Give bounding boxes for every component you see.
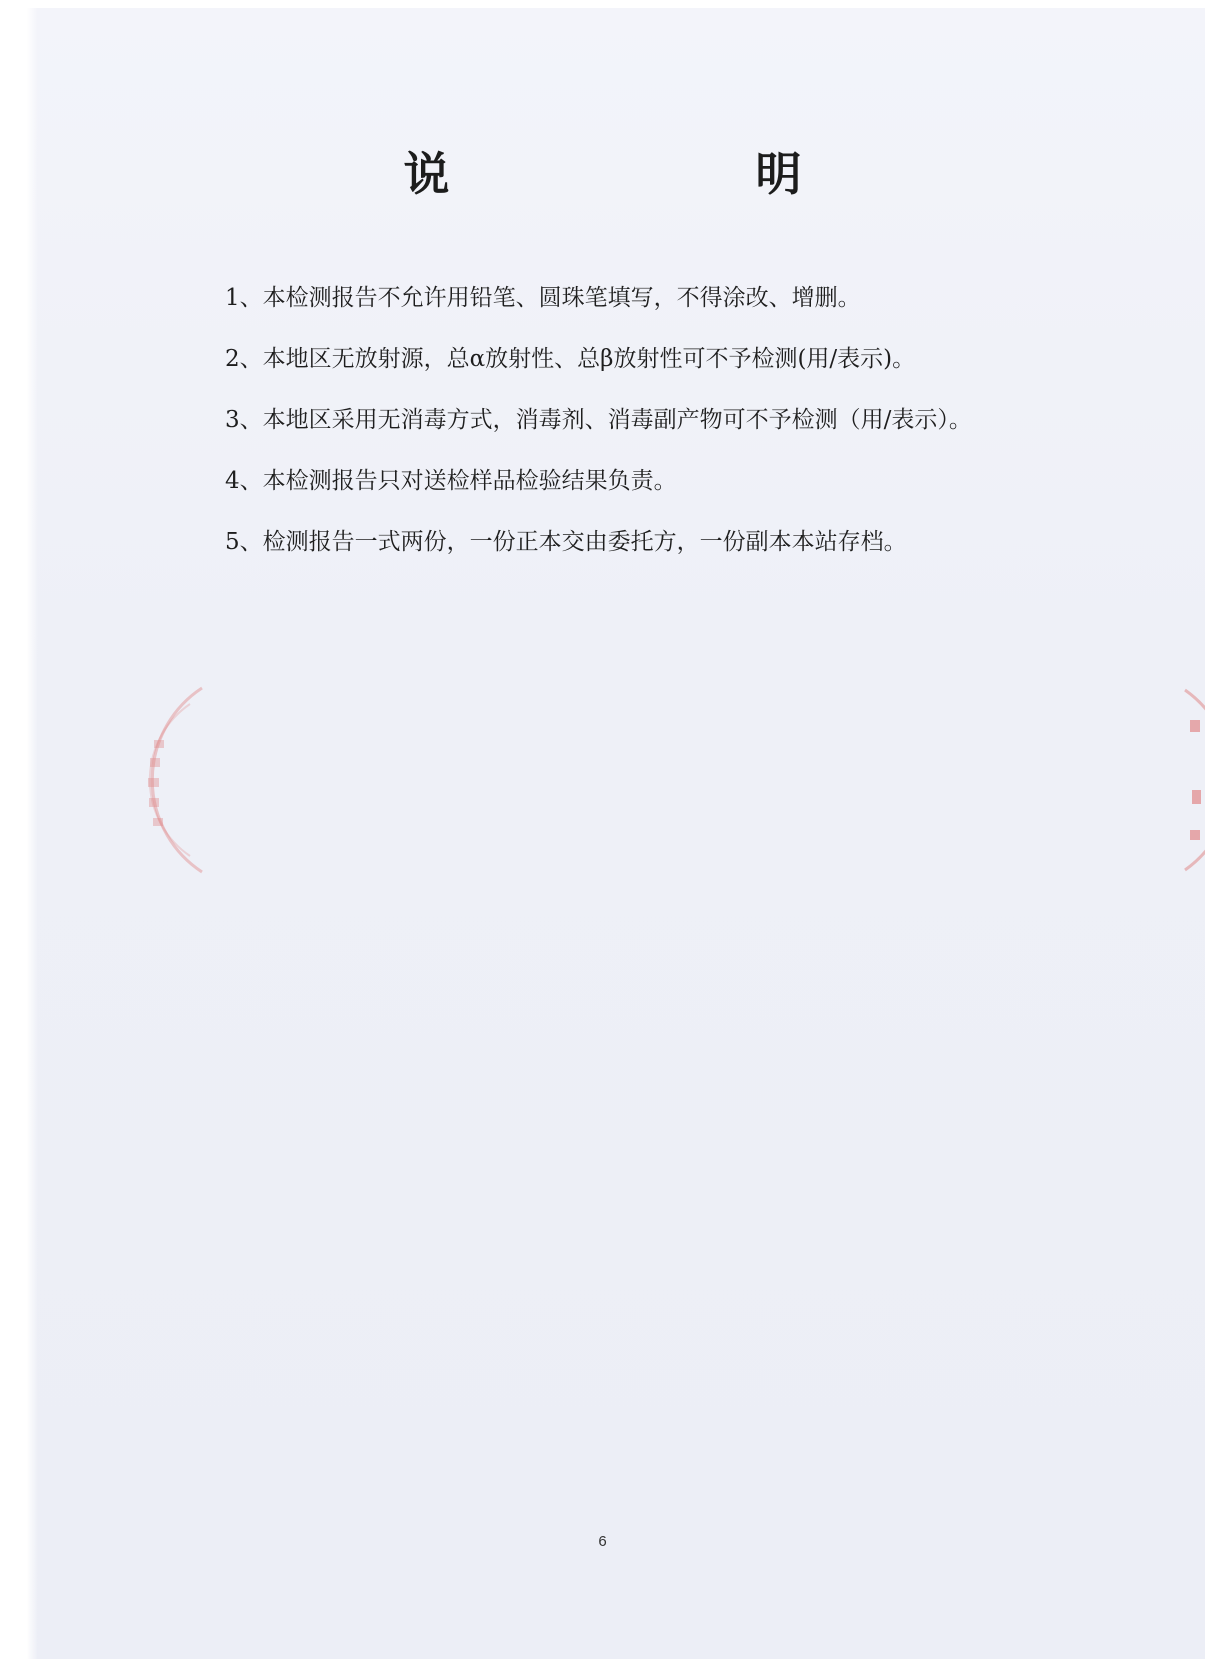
note-item-2: 2、本地区无放射源，总α放射性、总β放射性可不予检测(用/表示)。 xyxy=(225,346,916,372)
note-item-4: 4、本检测报告只对送检样品检验结果负责。 xyxy=(225,468,677,494)
scan-edge-left xyxy=(0,0,38,1659)
seal-right-icon xyxy=(1180,680,1205,884)
seal-left-icon xyxy=(130,680,210,884)
notes-list xyxy=(225,268,1055,573)
note-item-1: 1、本检测报告不允许用铅笔、圆珠笔填写，不得涂改、增删。 xyxy=(225,285,861,311)
note-item-5: 5、检测报告一式两份，一份正本交由委托方，一份副本本站存档。 xyxy=(225,529,907,555)
scan-edge-top xyxy=(0,0,1205,8)
page-title: 说 明 xyxy=(403,147,932,201)
note-item-3: 3、本地区采用无消毒方式，消毒剂、消毒副产物可不予检测（用/表示）。 xyxy=(225,407,972,433)
page-number: 6 xyxy=(598,1533,607,1550)
